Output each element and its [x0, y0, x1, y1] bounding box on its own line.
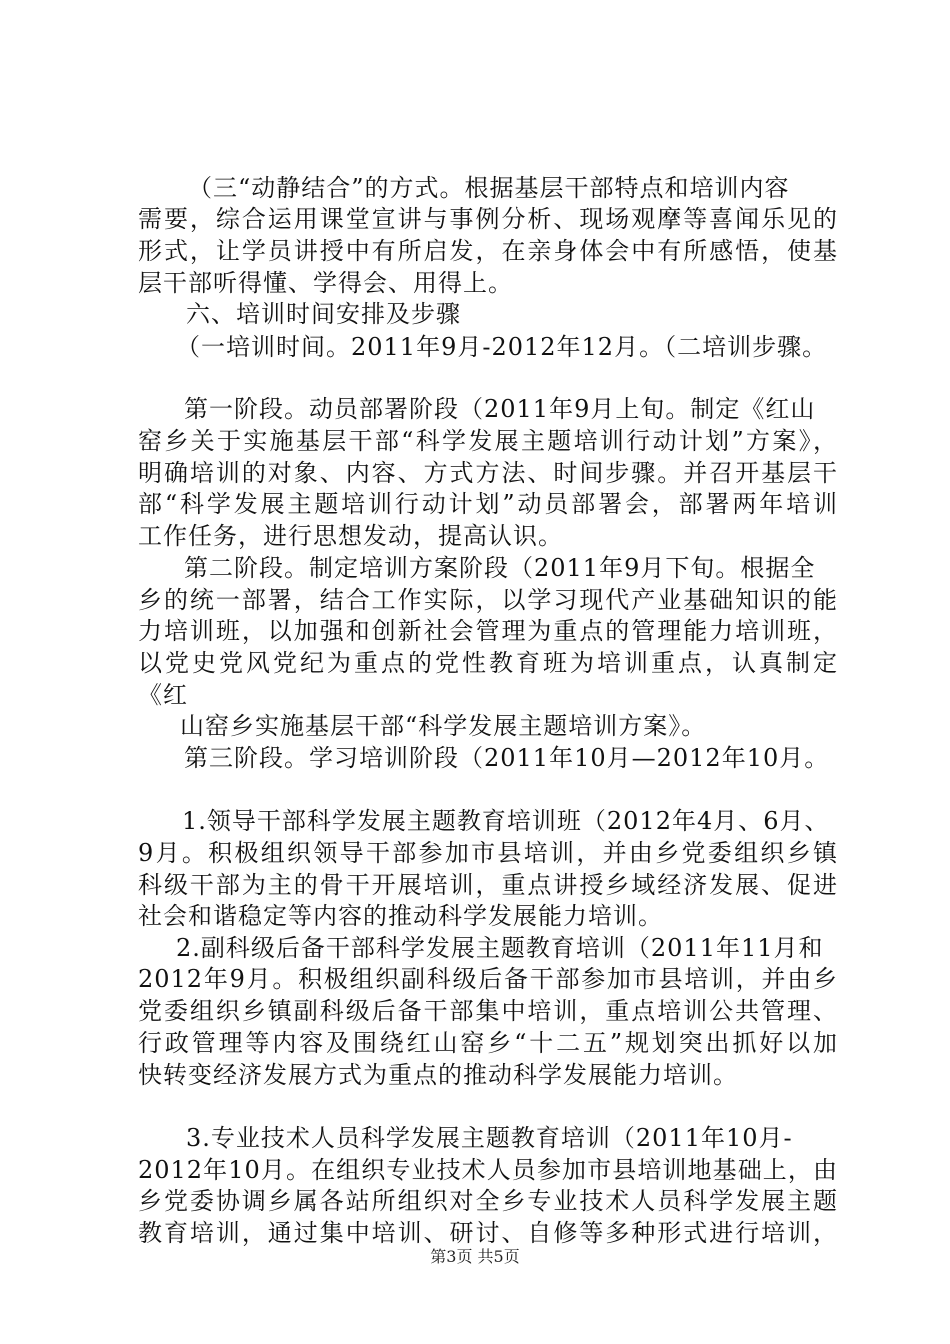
text-line-7: 第一阶段。动员部署阶段（2011年9月上旬。制定《红山 [184, 395, 816, 423]
text-line-31: 教育培训，通过集中培训、研讨、自修等多种形式进行培训， [138, 1219, 838, 1247]
text-line-18: 第三阶段。学习培训阶段（2011年10月—2012年10月。 [184, 744, 830, 772]
text-line-24: 2012年9月。积极组织副科级后备干部参加市县培训，并由乡 [138, 965, 838, 993]
text-line-19: 1.领导干部科学发展主题教育培训班（2012年4月、6月、 [182, 807, 830, 835]
text-line-15: 以党史党风党纪为重点的党性教育班为培训重点，认真制定 [138, 649, 838, 677]
text-line-11: 工作任务，进行思想发动，提高认识。 [138, 522, 563, 550]
text-line-14: 力培训班，以加强和创新社会管理为重点的管理能力培训班， [138, 617, 838, 645]
text-line-10: 部“科学发展主题培训行动计划”动员部署会，部署两年培训 [138, 490, 838, 518]
text-line-16: 《红 [138, 681, 188, 709]
text-line-3: 形式，让学员讲授中有所启发，在亲身体会中有所感悟，使基 [138, 237, 838, 265]
text-line-6: （一培训时间。2011年9月-2012年12月。（二培训步骤。 [176, 333, 828, 361]
page-number-footer: 第3页 共5页 [430, 1247, 520, 1266]
text-line-30: 乡党委协调乡属各站所组织对全乡专业技术人员科学发展主题 [138, 1187, 838, 1215]
text-line-28: 3.专业技术人员科学发展主题教育培训（2011年10月- [186, 1124, 793, 1152]
text-line-27: 快转变经济发展方式为重点的推动科学发展能力培训。 [138, 1061, 738, 1089]
text-line-22: 社会和谐稳定等内容的推动科学发展能力培训。 [138, 902, 663, 930]
text-line-25: 党委组织乡镇副科级后备干部集中培训，重点培训公共管理、 [138, 997, 838, 1025]
text-line-8: 窑乡关于实施基层干部“科学发展主题培训行动计划”方案》， [138, 427, 838, 455]
text-line-29: 2012年10月。在组织专业技术人员参加市县培训地基础上，由 [138, 1156, 838, 1184]
text-line-26: 行政管理等内容及围绕红山窑乡“十二五”规划突出抓好以加 [138, 1029, 838, 1057]
text-line-21: 科级干部为主的骨干开展培训，重点讲授乡域经济发展、促进 [138, 871, 838, 899]
section-heading: 六、培训时间安排及步骤 [186, 300, 461, 328]
text-line-13: 乡的统一部署，结合工作实际，以学习现代产业基础知识的能 [138, 586, 838, 614]
text-line-12: 第二阶段。制定培训方案阶段（2011年9月下旬。根据全 [184, 554, 816, 582]
text-line-2: 需要，综合运用课堂宣讲与事例分析、现场观摩等喜闻乐见的 [138, 205, 838, 233]
text-line-9: 明确培训的对象、内容、方式方法、时间步骤。并召开基层干 [138, 459, 838, 487]
text-line-4: 层干部听得懂、学得会、用得上。 [138, 269, 513, 297]
text-line-1: （三“动静结合”的方式。根据基层干部特点和培训内容 [188, 174, 790, 202]
text-line-17: 山窑乡实施基层干部“科学发展主题培训方案》。 [180, 712, 707, 740]
text-line-20: 9月。积极组织领导干部参加市县培训，并由乡党委组织乡镇 [138, 839, 838, 867]
text-line-23: 2.副科级后备干部科学发展主题教育培训（2011年11月和 [176, 934, 824, 962]
